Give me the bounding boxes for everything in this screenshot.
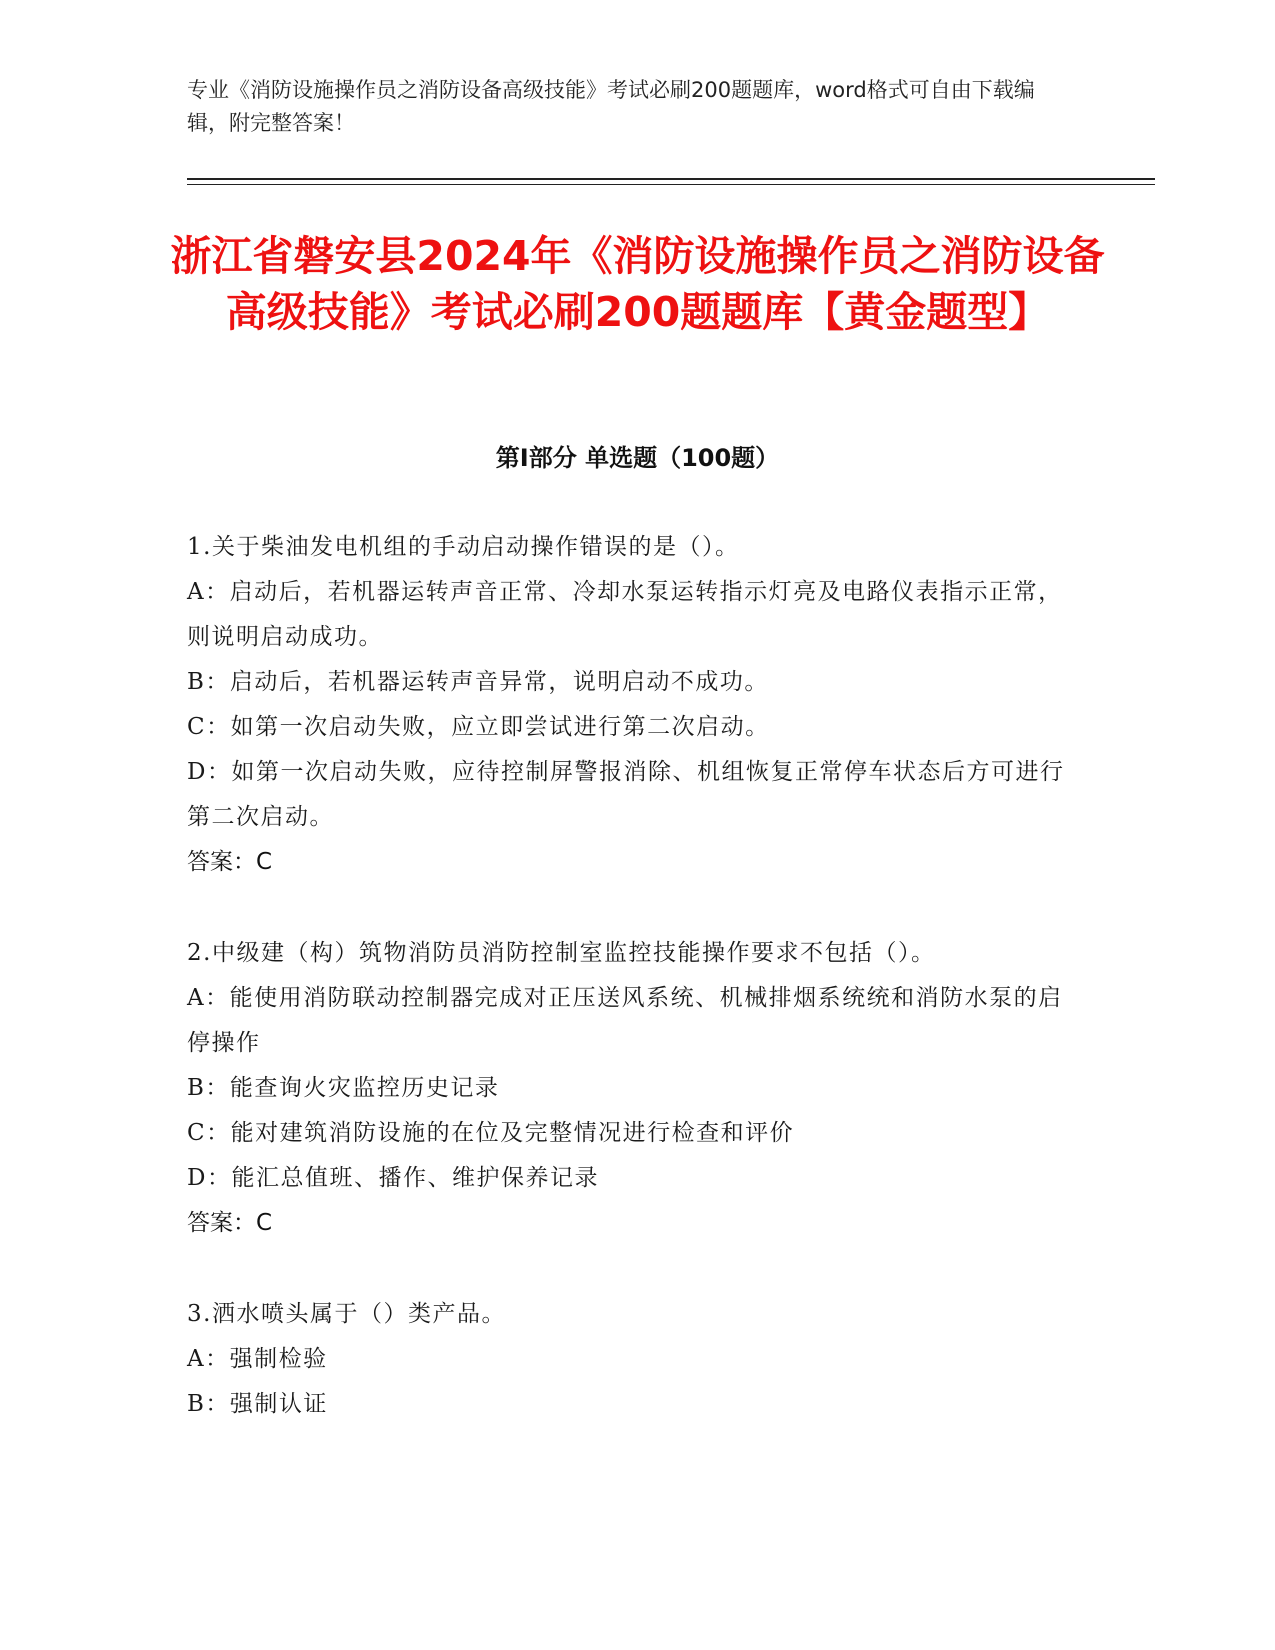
option-c: C：能对建筑消防设施的在位及完整情况进行检查和评价 — [187, 1120, 795, 1146]
question-stem: 3.洒水喷头属于（）类产品。 — [187, 1301, 506, 1327]
option-a: A：强制检验 — [187, 1346, 328, 1372]
option-a: A：能使用消防联动控制器完成对正压送风系统、机械排烟系统统和消防水泵的启停操作 — [187, 985, 1063, 1056]
option-d: D：能汇总值班、播作、维护保养记录 — [187, 1165, 599, 1191]
document-title: 浙江省磐安县2024年《消防设施操作员之消防设备高级技能》考试必刷200题题库【黄金题型】 — [170, 232, 1105, 336]
question-2 — [187, 931, 1067, 1246]
option-d: D：如第一次启动失败，应待控制屏警报消除、机组恢复正常停车状态后方可进行第二次启动。 — [187, 759, 1065, 830]
header-divider-thin — [187, 184, 1155, 185]
answer: 答案：C — [187, 849, 273, 875]
header-divider-thick — [187, 178, 1155, 180]
section-heading: 第Ⅰ部分 单选题（100题） — [495, 444, 780, 472]
option-b: B：启动后，若机器运转声音异常，说明启动不成功。 — [187, 669, 769, 695]
option-b: B：能查询火灾监控历史记录 — [187, 1075, 500, 1101]
option-b: B：强制认证 — [187, 1391, 328, 1417]
question-1 — [187, 525, 1067, 885]
option-c: C：如第一次启动失败，应立即尝试进行第二次启动。 — [187, 714, 770, 740]
question-list — [187, 525, 1067, 1473]
option-a: A：启动后，若机器运转声音正常、冷却水泵运转指示灯亮及电路仪表指示正常，则说明启动成功。 — [187, 579, 1063, 650]
header-note: 专业《消防设施操作员之消防设备高级技能》考试必刷200题题库，word格式可自由下载编辑，附完整答案！ — [187, 78, 1035, 135]
question-stem: 2.中级建（构）筑物消防员消防控制室监控技能操作要求不包括（）。 — [187, 940, 936, 966]
question-stem: 1.关于柴油发电机组的手动启动操作错误的是（）。 — [187, 534, 740, 560]
question-3 — [187, 1292, 1067, 1427]
answer: 答案：C — [187, 1210, 273, 1236]
